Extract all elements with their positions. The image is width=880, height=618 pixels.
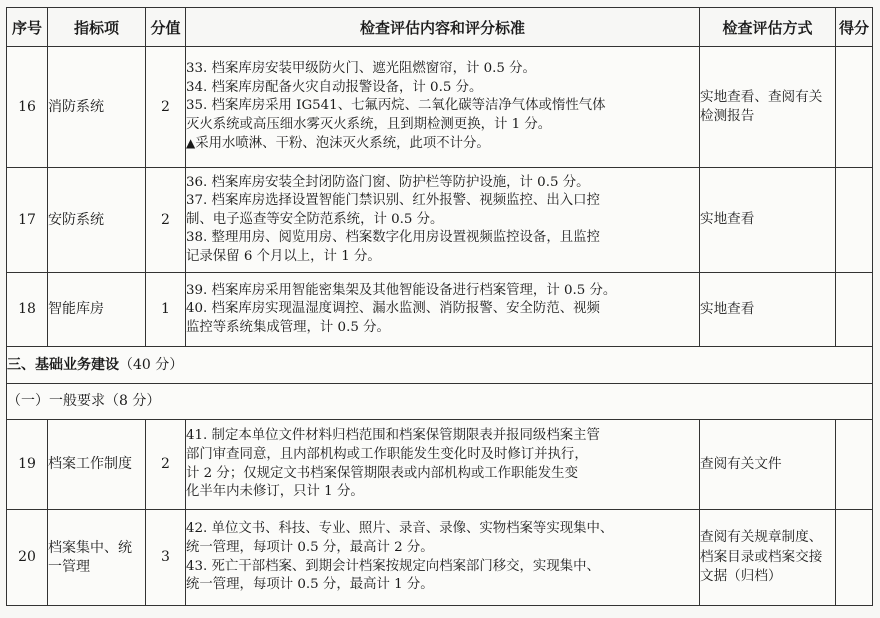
section-row — [7, 347, 873, 384]
standard-line: 39. 档案库房采用智能密集架及其他智能设备进行档案管理，计 0.5 分。 — [186, 282, 617, 298]
standard-line: 统一管理，每项计 0.5 分，最高计 2 分。 — [186, 539, 434, 555]
note-text: 采用水喷淋、干粉、泡沫灭火系统，此项不计分。 — [195, 136, 490, 152]
triangle-note-icon: ▲ — [186, 136, 196, 151]
row-method: 实地查看 — [700, 168, 836, 273]
row-points: 2 — [146, 168, 186, 273]
header-points: 分值 — [146, 8, 186, 47]
row-method: 查阅有关文件 — [700, 420, 836, 510]
standard-line: 计 2 分；仅规定文书档案保管期限表或内部机构或工作职能发生变 — [186, 465, 578, 481]
standard-note — [186, 134, 699, 154]
header-no: 序号 — [7, 8, 48, 47]
row-score — [836, 420, 873, 510]
section-title: 三、基础业务建设 — [7, 356, 119, 373]
standard-line: 33. 档案库房安装甲级防火门、遮光阻燃窗帘，计 0.5 分。 — [186, 61, 536, 77]
header-row — [7, 8, 873, 47]
table-row — [7, 168, 873, 273]
row-indicator: 安防系统 — [48, 168, 146, 273]
row-standard — [186, 510, 700, 606]
row-points: 3 — [146, 510, 186, 606]
header-method: 检查评估方式 — [700, 8, 836, 47]
row-standard — [186, 420, 700, 510]
standard-line: 40. 档案库房实现温湿度调控、漏水监测、消防报警、安全防范、视频 — [186, 301, 600, 317]
row-standard — [186, 168, 700, 273]
standard-line: 部门审查同意，且内部机构或工作职能发生变化时及时修订并执行， — [186, 446, 588, 462]
table-row — [7, 510, 873, 606]
row-no: 16 — [7, 47, 48, 168]
row-no: 20 — [7, 510, 48, 606]
row-points: 2 — [146, 47, 186, 168]
standard-line: 监控等系统集成管理，计 0.5 分。 — [186, 319, 390, 335]
row-standard — [186, 273, 700, 347]
row-no: 17 — [7, 168, 48, 273]
header-standard: 检查评估内容和评分标准 — [186, 8, 700, 47]
row-method: 实地查看、查阅有关检测报告 — [700, 47, 836, 168]
row-indicator: 档案集中、统一管理 — [48, 510, 146, 606]
standard-line: 38. 整理用房、阅览用房、档案数字化用房设置视频监控设备，且监控 — [186, 230, 600, 246]
standard-line: 43. 死亡干部档案、到期会计档案按规定向档案部门移交，实现集中、 — [186, 558, 600, 574]
standard-line: 36. 档案库房安装全封闭防盗门窗、防护栏等防护设施，计 0.5 分。 — [186, 174, 590, 190]
section-heading — [7, 347, 873, 384]
standard-line: 42. 单位文书、科技、专业、照片、录音、录像、实物档案等实现集中、 — [186, 521, 614, 537]
row-indicator: 消防系统 — [48, 47, 146, 168]
subsection-row — [7, 384, 873, 420]
row-points: 2 — [146, 420, 186, 510]
row-indicator: 智能库房 — [48, 273, 146, 347]
row-score — [836, 47, 873, 168]
standard-line: 34. 档案库房配备火灾自动报警设备，计 0.5 分。 — [186, 79, 483, 95]
header-score: 得分 — [836, 8, 873, 47]
row-method: 查阅有关规章制度、档案目录或档案交接文据（归档） — [700, 510, 836, 606]
standard-line: 统一管理，每项计 0.5 分，最高计 1 分。 — [186, 577, 434, 593]
subsection-heading: （一）一般要求（8 分） — [7, 384, 873, 420]
row-points: 1 — [146, 273, 186, 347]
row-score — [836, 168, 873, 273]
section-points: （40 分） — [119, 356, 184, 373]
standard-line: 制、电子巡查等安全防范系统，计 0.5 分。 — [186, 211, 444, 227]
row-no: 18 — [7, 273, 48, 347]
table-row — [7, 47, 873, 168]
row-score — [836, 510, 873, 606]
header-indicator: 指标项 — [48, 8, 146, 47]
table-row — [7, 420, 873, 510]
table-row — [7, 273, 873, 347]
standard-line: 记录保留 6 个月以上，计 1 分。 — [186, 248, 381, 264]
standard-line: 化半年内未修订，只计 1 分。 — [186, 484, 364, 500]
standard-line: 41. 制定本单位文件材料归档范围和档案保管期限表并报同级档案主管 — [186, 428, 600, 444]
row-indicator: 档案工作制度 — [48, 420, 146, 510]
standard-line: 35. 档案库房采用 IG541、七氟丙烷、二氧化碳等洁净气体或惰性气体 — [186, 98, 606, 114]
standard-line: 37. 档案库房选择设置智能门禁识别、红外报警、视频监控、出入口控 — [186, 193, 600, 209]
standard-line: 灭火系统或高压细水雾灭火系统，且到期检测更换，计 1 分。 — [186, 116, 552, 132]
row-standard — [186, 47, 700, 168]
row-method: 实地查看 — [700, 273, 836, 347]
evaluation-table — [6, 7, 873, 606]
row-no: 19 — [7, 420, 48, 510]
row-score — [836, 273, 873, 347]
